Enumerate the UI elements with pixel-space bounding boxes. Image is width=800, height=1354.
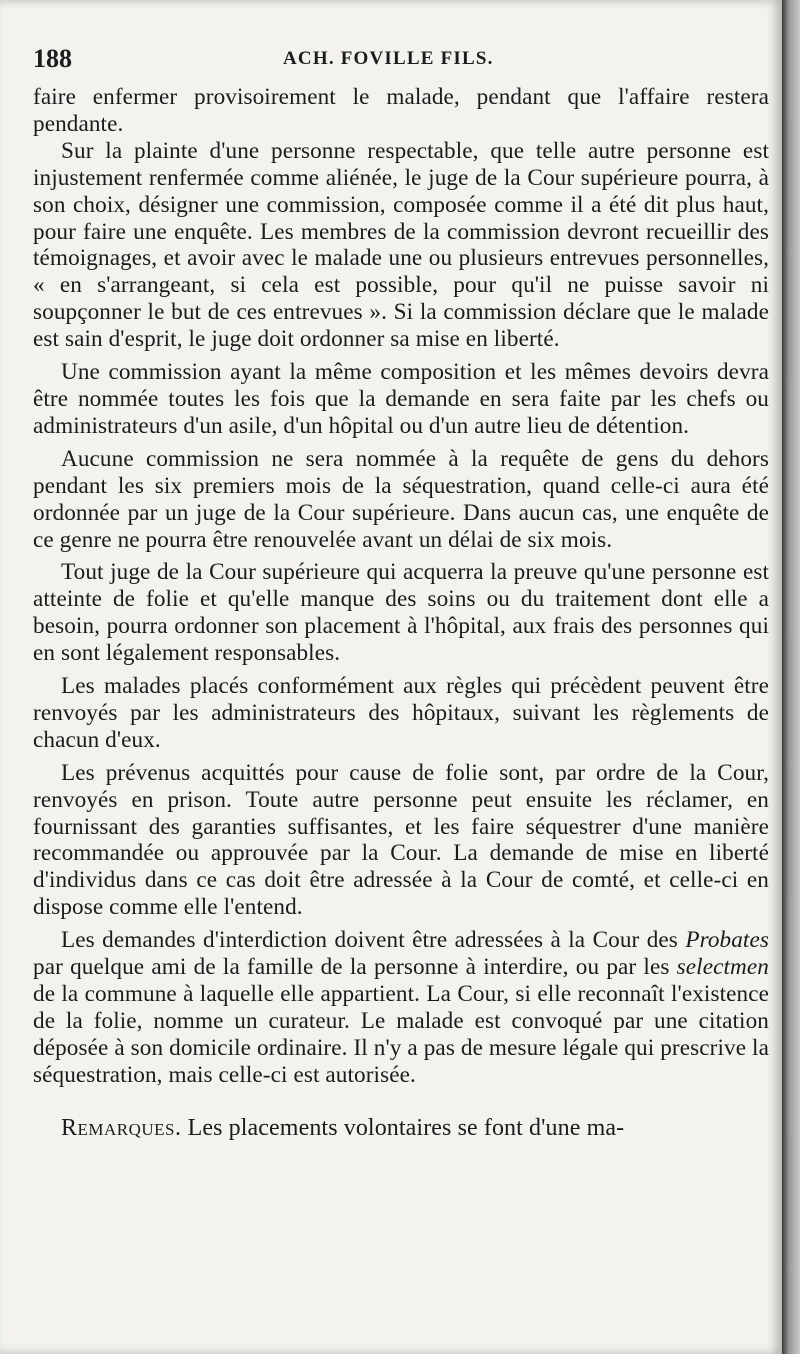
interdiction-text-3: de la commune à laquelle elle appartient. La Cour, si elle reconnaît l'existence de la folie, nomme un curateur. Le malade est convoqué par une citation déposée à son domicile ordinaire. Il n'y a pas de mesure légale qui prescrive la séquestration, mais celle-ci est autorisée. <box>33 981 769 1088</box>
paragraph-plainte: Sur la plainte d'une personne respectable, que telle autre personne est injustement renfermée comme aliénée, le juge de la Cour supérieure pourra, à son choix, désigner une commission, composée comme il a été dit plus haut, pour faire une enquête. Les membres de la commission devront recueillir des témoignages, et avoir avec le malade une ou plusieurs entrevues personnelles, « en s'arrangeant, si cela est possible, pour qu'il ne puisse savoir ni soupçonner le but de ces entrevues ». Si la commission déclare que le malade est sain d'esprit, le juge doit ordonner sa mise en liberté. <box>33 137 769 353</box>
page-number: 188 <box>33 44 72 73</box>
remarks-text: Les placements volontaires se font d'une ma- <box>181 1114 625 1141</box>
paragraph-continuation: faire enfermer provisoirement le malade, pendant que l'affaire restera pendante. <box>33 84 769 137</box>
paragraph-prevenus: Les prévenus acquittés pour cause de folie sont, par ordre de la Cour, renvoyés en prison. Toute autre personne peut ensuite les réclamer, en fournissant des garanties suffisantes, et les faire séquestrer d'une manière recommandée ou approuvée par la Cour. La demande de mise en liberté d'individus dans ce cas doit être adressée à la Cour de comté, et celle-ci en dispose comme elle l'entend. <box>33 759 769 921</box>
paragraph-commission: Une commission ayant la même composition et les mêmes devoirs devra être nommée toutes les fois que la demande en sera faite par les chefs ou administrateurs d'un asile, d'un hôpital ou d'un autre lieu de détention. <box>33 359 769 439</box>
remarks-heading: Remarques. <box>61 1114 182 1141</box>
paragraph-interdiction <box>33 927 769 1088</box>
interdiction-text-2: par quelque ami de la famille de la personne à interdire, ou par les <box>33 954 677 981</box>
interdiction-text-1: Les demandes d'interdiction doivent être adressées à la Cour des <box>61 927 686 954</box>
page-header <box>33 44 768 78</box>
paragraph-aucune-commission: Aucune commission ne sera nommée à la requête de gens du dehors pendant les six premiers mois de la séquestration, quand celle-ci aura été ordonnée par un juge de la Cour supérieure. Dans aucun cas, une enquête de ce genre ne pourra être renouvelée avant un délai de six mois. <box>33 445 769 553</box>
page-edge-shadow <box>782 0 800 1354</box>
probates-term: Probates <box>685 927 769 954</box>
paragraph-remarques <box>33 1115 769 1142</box>
page-body <box>33 84 769 1142</box>
paragraph-tout-juge: Tout juge de la Cour supérieure qui acquerra la preuve qu'une personne est atteinte de folie et qu'elle manque des soins ou du traitement dont elle a besoin, pourra ordonner son placement à l'hôpital, aux frais des personnes qui en sont légalement responsables. <box>33 559 769 667</box>
running-head: ACH. FOVILLE FILS. <box>283 48 494 69</box>
paragraph-malades-places: Les malades placés conformément aux règles qui précèdent peuvent être renvoyés par les administrateurs des hôpitaux, suivant les règlements de chacun d'eux. <box>33 673 769 753</box>
selectmen-term: selectmen <box>676 954 769 981</box>
